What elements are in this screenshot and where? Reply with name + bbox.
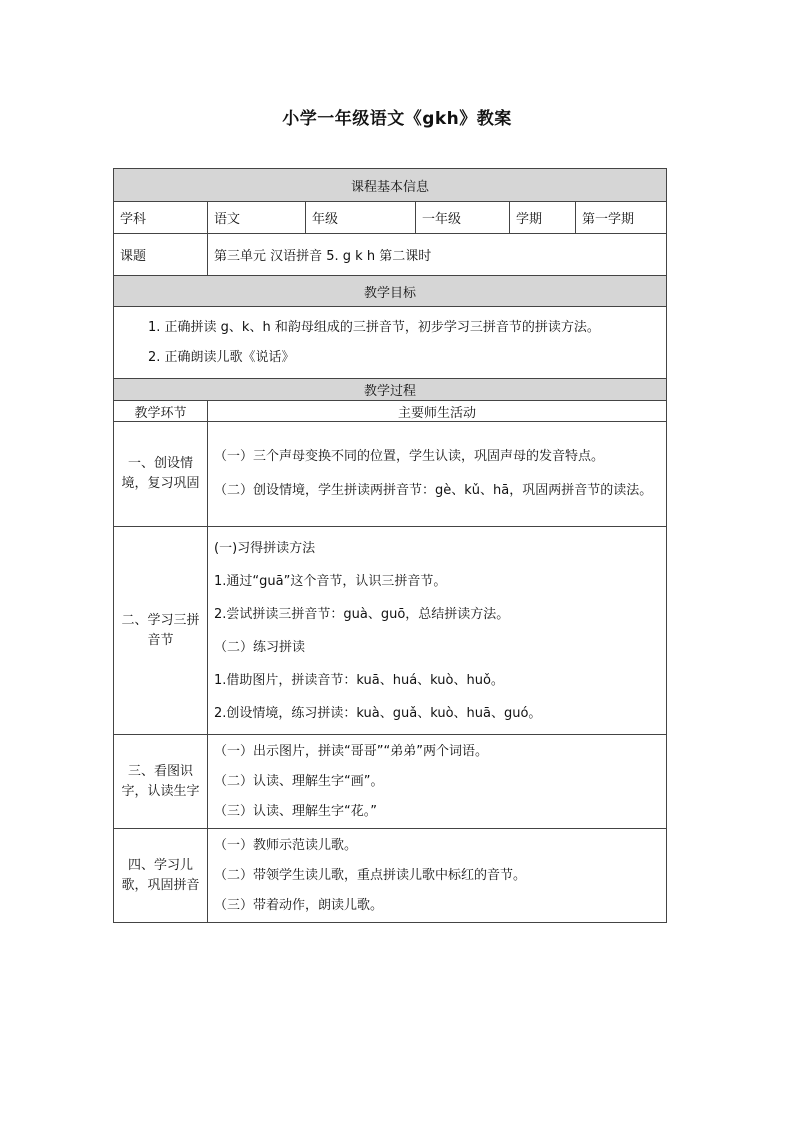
goal-item: 2. 正确朗读儿歌《说话》 bbox=[148, 349, 295, 365]
topic-label: 课题 bbox=[114, 234, 208, 276]
activity-item: (一)习得拼读方法 bbox=[214, 540, 316, 556]
stage-activities bbox=[208, 422, 667, 527]
stage-activities bbox=[208, 829, 667, 923]
topic-value: 第三单元 汉语拼音 5. g k h 第二课时 bbox=[208, 234, 667, 276]
term-value: 第一学期 bbox=[576, 202, 667, 234]
activity-item: （二）带领学生读儿歌，重点拼读儿歌中标红的音节。 bbox=[214, 867, 527, 883]
stage-name: 一、创设情境，复习巩固 bbox=[114, 422, 208, 527]
stage-column-header: 教学环节 bbox=[114, 401, 208, 422]
stage-row bbox=[114, 829, 667, 923]
stage-row bbox=[114, 527, 667, 735]
activity-item: （二）认读、理解生字“画”。 bbox=[214, 773, 384, 789]
activity-item: （一）教师示范读儿歌。 bbox=[214, 837, 358, 853]
stage-activities bbox=[208, 527, 667, 735]
stage-row bbox=[114, 422, 667, 527]
activity-item: （一）三个声母变换不同的位置，学生认读，巩固声母的发音特点。 bbox=[214, 449, 605, 464]
section-header-goals: 教学目标 bbox=[114, 276, 667, 307]
section-row bbox=[114, 379, 667, 401]
subject-label: 学科 bbox=[114, 202, 208, 234]
document-title: 小学一年级语文《gkh》教案 bbox=[282, 109, 512, 129]
stage-name: 四、学习儿歌，巩固拼音 bbox=[114, 829, 208, 923]
topic-row bbox=[114, 234, 667, 276]
activity-item: （二）创设情境，学生拼读两拼音节：gè、kǔ、hā，巩固两拼音节的读法。 bbox=[214, 483, 653, 498]
info-row bbox=[114, 202, 667, 234]
section-header-process: 教学过程 bbox=[114, 379, 667, 401]
activity-item: 1.借助图片，拼读音节：kuā、huá、kuò、huǒ。 bbox=[214, 672, 504, 688]
grade-label: 年级 bbox=[306, 202, 416, 234]
activity-item: 2.尝试拼读三拼音节：guà、guō，总结拼读方法。 bbox=[214, 606, 510, 622]
goals-cell bbox=[114, 307, 667, 379]
process-header-row bbox=[114, 401, 667, 422]
term-label: 学期 bbox=[510, 202, 576, 234]
activity-item: （二）练习拼读 bbox=[214, 639, 306, 655]
activity-column-header: 主要师生活动 bbox=[208, 401, 667, 422]
activity-item: （一）出示图片，拼读“哥哥”“弟弟”两个词语。 bbox=[214, 743, 488, 759]
subject-value: 语文 bbox=[208, 202, 306, 234]
activity-item: 1.通过“guā”这个音节，认识三拼音节。 bbox=[214, 573, 447, 589]
stage-row bbox=[114, 735, 667, 829]
stage-name: 二、学习三拼音节 bbox=[114, 527, 208, 735]
goals-row bbox=[114, 307, 667, 379]
goal-item: 1. 正确拼读 g、k、h 和韵母组成的三拼音节，初步学习三拼音节的拼读方法。 bbox=[148, 319, 600, 335]
lesson-plan-table bbox=[113, 168, 667, 923]
activity-item: （三）认读、理解生字“花。” bbox=[214, 803, 377, 819]
stage-name: 三、看图识字，认读生字 bbox=[114, 735, 208, 829]
stage-activities bbox=[208, 735, 667, 829]
grade-value: 一年级 bbox=[416, 202, 510, 234]
activity-item: 2.创设情境，练习拼读：kuà、guǎ、kuò、huā、guó。 bbox=[214, 705, 542, 721]
section-row bbox=[114, 276, 667, 307]
section-header-basic-info: 课程基本信息 bbox=[114, 169, 667, 202]
activity-item: （三）带着动作，朗读儿歌。 bbox=[214, 897, 384, 913]
section-row bbox=[114, 169, 667, 202]
